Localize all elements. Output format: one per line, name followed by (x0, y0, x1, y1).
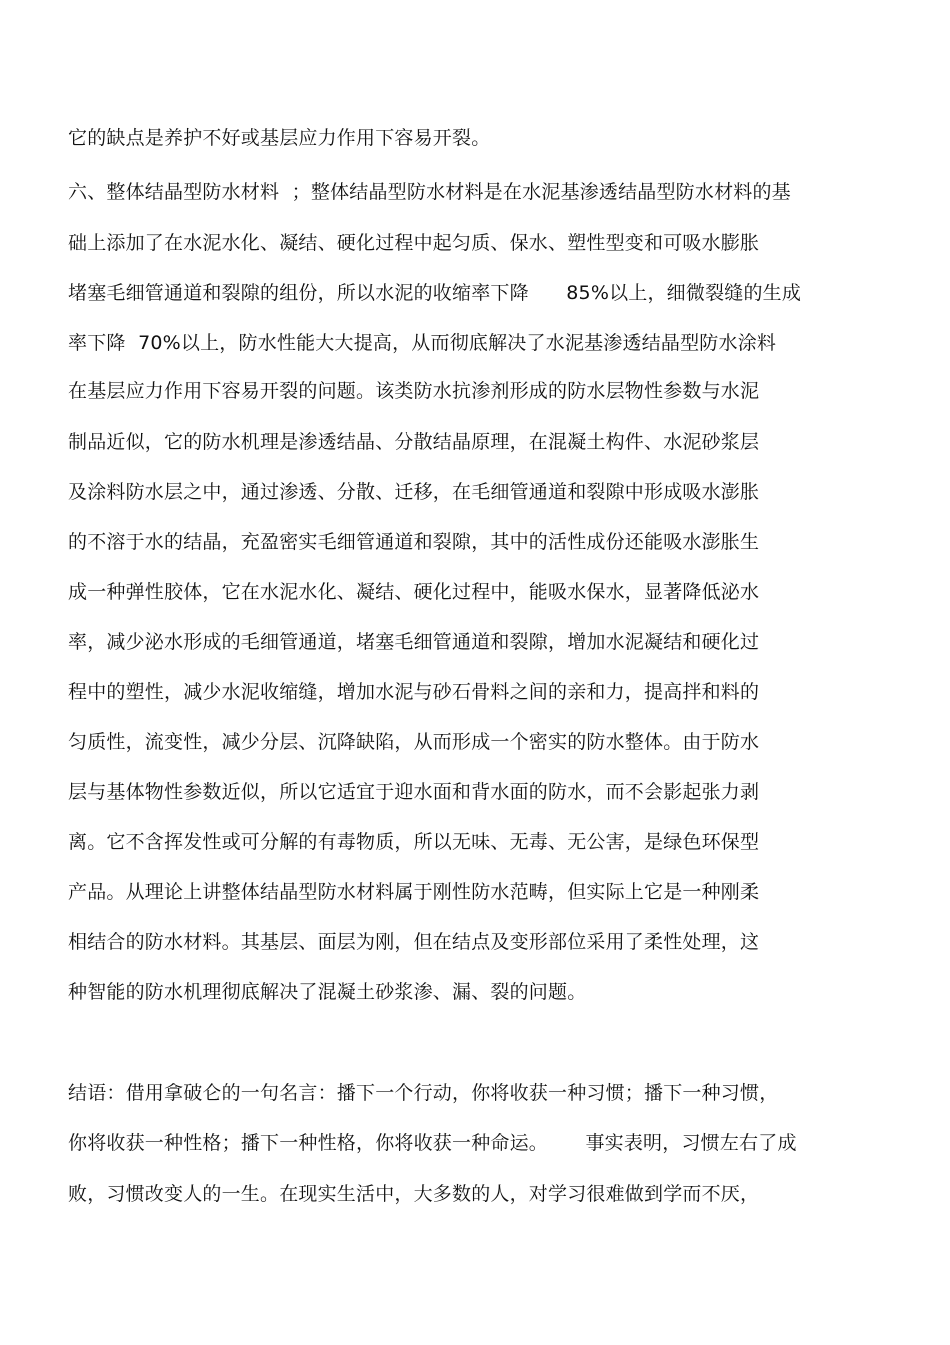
text-line-13: 匀质性，流变性，减少分层、沉降缺陷，从而形成一个密实的防水整体。由于防水 (68, 731, 760, 753)
conclusion-line-2: 你将收获一种性格；播下一种性格，你将收获一种命运。 事实表明，习惯左右了成 (68, 1132, 797, 1154)
text-line-5: 率下降 70%以上，防水性能大大提高，从而彻底解决了水泥基渗透结晶型防水涂料 (68, 332, 777, 354)
conclusion-line-1: 结语：借用拿破仑的一句名言：播下一个行动，你将收获一种习惯；播下一种习惯， (68, 1082, 779, 1104)
text-line-2: 六、整体结晶型防水材料 ；整体结晶型防水材料是在水泥基渗透结晶型防水材料的基 (68, 181, 791, 203)
text-line-4: 堵塞毛细管通道和裂隙的组份，所以水泥的收缩率下降 85%以上，细微裂缝的生成 (68, 282, 802, 304)
text-line-12: 程中的塑性，减少水泥收缩缝，增加水泥与砂石骨料之间的亲和力，提高拌和料的 (68, 681, 760, 703)
text-line-16: 产品。从理论上讲整体结晶型防水材料属于刚性防水范畴，但实际上它是一种刚柔 (68, 881, 760, 903)
conclusion-line-3: 败，习惯改变人的一生。在现实生活中，大多数的人，对学习很难做到学而不厌， (68, 1183, 760, 1205)
text-line-14: 层与基体物性参数近似，所以它适宜于迎水面和背水面的防水，而不会影起张力剥 (68, 781, 760, 803)
text-line-11: 率，减少泌水形成的毛细管通道，堵塞毛细管通道和裂隙，增加水泥凝结和硬化过 (68, 631, 760, 653)
text-line-3: 础上添加了在水泥水化、凝结、硬化过程中起匀质、保水、塑性型变和可吸水膨胀 (68, 232, 760, 254)
text-line-10: 成一种弹性胶体，它在水泥水化、凝结、硬化过程中，能吸水保水，显著降低泌水 (68, 581, 760, 603)
text-line-15: 离。它不含挥发性或可分解的有毒物质，所以无味、无毒、无公害，是绿色环保型 (68, 831, 760, 853)
text-line-7: 制品近似，它的防水机理是渗透结晶、分散结晶原理，在混凝土构件、水泥砂浆层 (68, 431, 760, 453)
text-line-6: 在基层应力作用下容易开裂的问题。该类防水抗渗剂形成的防水层物性参数与水泥 (68, 380, 760, 402)
text-line-1: 它的缺点是养护不好或基层应力作用下容易开裂。 (68, 127, 491, 149)
text-line-8: 及涂料防水层之中，通过渗透、分散、迁移，在毛细管通道和裂隙中形成吸水澎胀 (68, 481, 760, 503)
text-line-18: 种智能的防水机理彻底解决了混凝土砂浆渗、漏、裂的问题。 (68, 981, 587, 1003)
text-line-9: 的不溶于水的结晶，充盈密实毛细管通道和裂隙，其中的活性成份还能吸水澎胀生 (68, 531, 760, 553)
text-line-17: 相结合的防水材料。其基层、面层为刚，但在结点及变形部位采用了柔性处理，这 (68, 931, 760, 953)
